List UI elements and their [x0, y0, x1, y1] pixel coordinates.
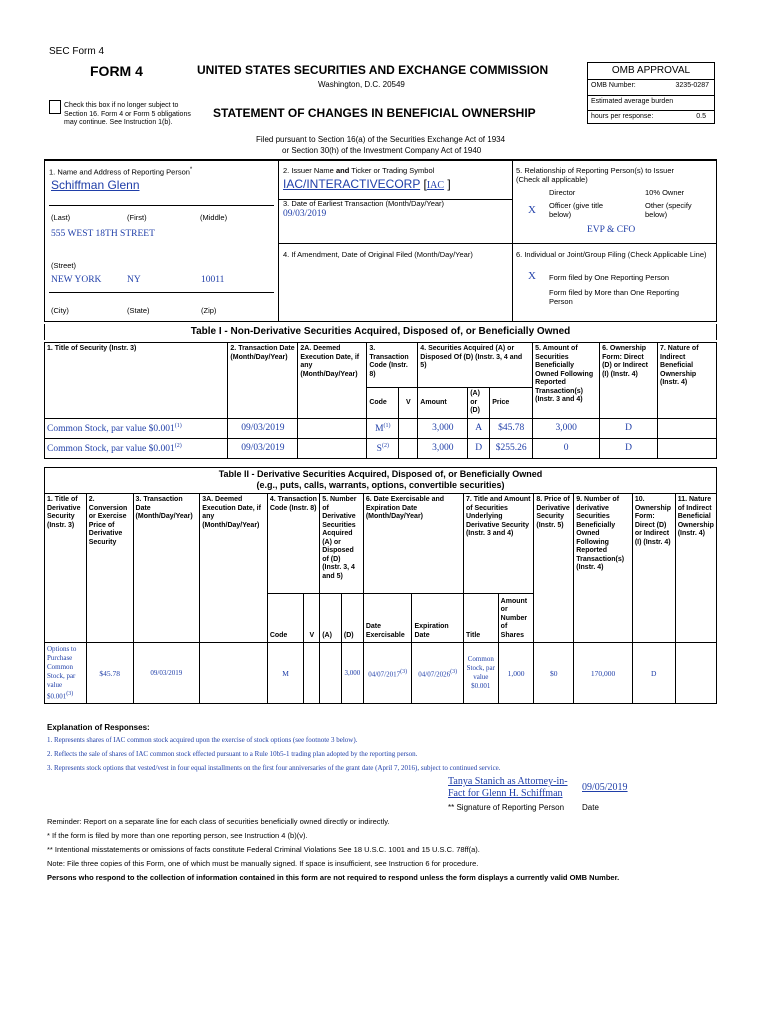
issuer-name: IAC/INTERACTIVECORP [IAC ] [283, 177, 451, 191]
t2-r0-title: Options to Purchase Common Stock, par value $0.001$^{(3)}$ [45, 643, 87, 704]
t2-sub-expiration: Expiration Date [412, 594, 463, 643]
one-person-check-mark: X [528, 270, 536, 282]
ten-pct-owner-label: 10% Owner [645, 188, 685, 197]
t1-r0-deemed [298, 419, 367, 439]
signature-label: ** Signature of Reporting Person [448, 803, 565, 812]
footnote-3: 3. Represents stock options that vested/vest in four equal installments on the first four anniversaries of the grant date (April 7, 2016), subject to continued service. [47, 764, 501, 772]
date-label: Date [582, 803, 599, 812]
footnote-2: 2. Reflects the sale of shares of IAC common stock effected pursuant to a Rule 10b5-1 trading plan adopted by the reporting person. [47, 750, 418, 758]
t2-h-date: 3. Transaction Date (Month/Day/Year) [133, 494, 200, 643]
t1-r1-title: Common Stock, par value $0.001$^{(2)}$ [45, 439, 228, 459]
t1-r0-form: D [600, 419, 658, 439]
table-row [45, 643, 717, 704]
footer-star: * If the form is filed by more than one reporting person, see Instruction 4 (b)(v). [47, 831, 308, 840]
officer-title: EVP & CFO [587, 225, 636, 235]
t2-r0-und-title: Common Stock, par value $0.001 [463, 643, 498, 704]
t2-h-deemed: 3A. Deemed Execution Date, if any (Month/Day/Year) [200, 494, 268, 643]
t2-r0-price: $45.78 [86, 643, 133, 704]
t1-h-ownership-form: 6. Ownership Form: Direct (D) or Indirect (I) (Instr. 4) [600, 343, 658, 419]
t2-r0-nature [675, 643, 716, 704]
table1-title: Table I - Non-Derivative Securities Acquired, Disposed of, or Beneficially Owned [44, 324, 717, 340]
box5-label: 5. Relationship of Reporting Person(s) to Issuer (Check all applicable) [516, 166, 674, 184]
t2-sub-exercisable: Date Exercisable [363, 594, 412, 643]
omb-hours-row [588, 111, 714, 124]
box3-label: 3. Date of Earliest Transaction (Month/Day/Year) [283, 199, 445, 208]
t1-r1-v [399, 439, 418, 459]
street-label: (Street) [51, 261, 77, 270]
filed-pursuant-line2: or Section 30(h) of the Investment Company Act of 1940 [282, 146, 482, 155]
last-label: (Last) [51, 213, 71, 222]
t1-sub-v: V [399, 388, 418, 419]
t2-h-title: 1. Title of Derivative Security (Instr. 3) [45, 494, 87, 643]
t1-r1-amount: 3,000 [418, 439, 468, 459]
street-value: 555 WEST 18TH STREET [51, 229, 155, 239]
table-row [45, 419, 717, 439]
reporting-person-name: Schiffman Glenn [51, 178, 140, 192]
t1-sub-amount: Amount [418, 388, 468, 419]
explanation-title: Explanation of Responses: [47, 723, 150, 732]
one-person-label: Form filed by One Reporting Person [549, 273, 670, 282]
t2-r0-deemed [200, 643, 268, 704]
non-derivative-table [44, 342, 717, 459]
footnote-1: 1. Represents shares of IAC common stock acquired upon the exercise of stock options (see footnote 3 below). [47, 736, 358, 744]
t2-sub-a: (A) [320, 594, 342, 643]
filed-pursuant-line1: Filed pursuant to Section 16(a) of the Securities Exchange Act of 1934 [256, 135, 506, 144]
commission-title: UNITED STATES SECURITIES AND EXCHANGE COMMISSION [197, 63, 549, 77]
t2-h-number: 5. Number of Derivative Securities Acquired (A) or Disposed of (D) (Instr. 3, 4 and 5) [320, 494, 364, 594]
t2-sub-v: V [304, 594, 320, 643]
signature-name: Tanya Stanich as Attorney-in- Fact for Glenn H. Schiffman [448, 776, 568, 799]
footer-double-star: ** Intentional misstatements or omissions of facts constitute Federal Criminal Violations See 18 U.S.C. 1001 and 15 U.S.C. 78ff(a). [47, 845, 480, 854]
t1-r1-nature [658, 439, 717, 459]
t1-r0-ad: A [468, 419, 490, 439]
t1-h-title: 1. Title of Security (Instr. 3) [45, 343, 228, 419]
t1-r0-owned: 3,000 [533, 419, 600, 439]
t1-h-securities: 4. Securities Acquired (A) or Disposed Of (D) (Instr. 3, 4 and 5) [418, 343, 533, 388]
checkbox-text: Check this box if no longer subject to Section 16. Form 4 or Form 5 obligations may continue. See Instruction 1(b). [64, 102, 191, 126]
t1-r1-code: $S^{(2)}$ [367, 439, 399, 459]
footer-reminder: Reminder: Report on a separate line for each class of securities beneficially owned directly or indirectly. [47, 817, 390, 826]
t1-h-code: 3. Transaction Code (Instr. 8) [367, 343, 418, 388]
t1-r1-ad: D [468, 439, 490, 459]
t1-r0-nature [658, 419, 717, 439]
t2-r0-d: 3,000 [341, 643, 363, 704]
t2-r0-owned: 170,000 [574, 643, 633, 704]
middle-label: (Middle) [200, 213, 228, 222]
state-label: (State) [127, 306, 150, 315]
more-persons-label: Form filed by More than One Reporting Person [549, 288, 680, 306]
t2-h-price: 8. Price of Derivative Security (Instr. 5) [534, 494, 574, 643]
omb-burden-label: Estimated average burden [588, 96, 714, 111]
t1-sub-code: Code [367, 388, 399, 419]
t2-r0-form: D [632, 643, 675, 704]
zip-value: 10011 [201, 275, 225, 285]
t2-h-form: 10. Ownership Form: Direct (D) or Indirect (I) (Instr. 4) [632, 494, 675, 643]
omb-hours: 0.5 [696, 113, 706, 120]
t2-r0-exercisable: 04/07/2017$^{(3)}$ [363, 643, 412, 704]
t1-r0-code: $M^{(1)}$ [367, 419, 399, 439]
omb-number-row [588, 80, 714, 96]
footer-persons: Persons who respond to the collection of information contained in this form are not required to respond unless the form displays a currently valid OMB Number. [47, 873, 620, 882]
table-row [45, 439, 717, 459]
t2-r0-der-price: $0 [534, 643, 574, 704]
t2-r0-code: M [267, 643, 304, 704]
state-value: NY [127, 275, 141, 285]
t1-sub-ad: (A) or (D) [468, 388, 490, 419]
director-label: Director [549, 188, 576, 197]
t2-r0-date: 09/03/2019 [133, 643, 200, 704]
box2-label: 2. Issuer Name and Ticker or Trading Symbol [283, 166, 435, 175]
t2-r0-a [320, 643, 342, 704]
t1-r1-owned: 0 [533, 439, 600, 459]
t2-h-underlying: 7. Title and Amount of Securities Underlying Derivative Security (Instr. 3 and 4) [463, 494, 533, 594]
table2-title: Table II - Derivative Securities Acquired, Disposed of, or Beneficially Owned (e.g., puts, calls, warrants, options, convertible securities) [44, 467, 717, 493]
t1-h-nature: 7. Nature of Indirect Beneficial Ownership (Instr. 4) [658, 343, 717, 419]
t1-h-amount-owned: 5. Amount of Securities Beneficially Owned Following Reported Transaction(s) (Instr. 3 and 4) [533, 343, 600, 419]
zip-label: (Zip) [201, 306, 217, 315]
t2-sub-amount: Amount or Number of Shares [498, 594, 534, 643]
footer-note: Note: File three copies of this Form, one of which must be manually signed. If space is insufficient, see Instruction 6 for procedure. [47, 859, 479, 868]
t2-sub-title: Title [463, 594, 498, 643]
omb-hours-label: hours per response: [591, 113, 654, 120]
t1-r0-v [399, 419, 418, 439]
t1-h-date: 2. Transaction Date (Month/Day/Year) [228, 343, 298, 419]
omb-number: 3235-0287 [675, 82, 709, 89]
t1-r1-price: $255.26 [490, 439, 533, 459]
t2-r0-und-amount: 1,000 [498, 643, 534, 704]
commission-city: Washington, D.C. 20549 [318, 80, 405, 89]
city-value: NEW YORK [51, 275, 102, 285]
t2-h-exercisable: 6. Date Exercisable and Expiration Date (Month/Day/Year) [363, 494, 463, 594]
t1-r1-date: 09/03/2019 [228, 439, 298, 459]
signature-date: 09/05/2019 [582, 782, 628, 793]
first-label: (First) [127, 213, 147, 222]
t2-h-owned: 9. Number of derivative Securities Beneficially Owned Following Reported Transaction(s) (Instr. 4) [574, 494, 633, 643]
box1-label: 1. Name and Address of Reporting Person* [49, 167, 193, 177]
sec-form-label: SEC Form 4 [49, 46, 105, 57]
t1-r1-form: D [600, 439, 658, 459]
city-label: (City) [51, 306, 69, 315]
t2-sub-code: Code [267, 594, 304, 643]
earliest-transaction-date: 09/03/2019 [283, 209, 327, 219]
statement-title: STATEMENT OF CHANGES IN BENEFICIAL OWNERSHIP [213, 106, 536, 120]
t2-sub-d: (D) [341, 594, 363, 643]
derivative-table [44, 493, 717, 704]
t1-h-deemed: 2A. Deemed Execution Date, if any (Month/Day/Year) [298, 343, 367, 419]
form-number: FORM 4 [90, 63, 143, 79]
t2-h-nature: 11. Nature of Indirect Beneficial Ownership (Instr. 4) [675, 494, 716, 643]
t1-r0-title: Common Stock, par value $0.001$^{(1)}$ [45, 419, 228, 439]
officer-label: Officer (give title below) [549, 201, 604, 219]
officer-check-mark: X [528, 204, 536, 216]
box4-label: 4. If Amendment, Date of Original Filed (Month/Day/Year) [283, 250, 473, 259]
omb-approval-box [587, 62, 715, 124]
t1-r0-amount: 3,000 [418, 419, 468, 439]
t2-h-conversion: 2. Conversion or Exercise Price of Derivative Security [86, 494, 133, 643]
t1-r0-price: $45.78 [490, 419, 533, 439]
omb-number-label: OMB Number: [591, 82, 636, 89]
t2-r0-v [304, 643, 320, 704]
omb-title: OMB APPROVAL [588, 63, 714, 80]
t2-h-code: 4. Transaction Code (Instr. 8) [267, 494, 319, 594]
t1-r0-date: 09/03/2019 [228, 419, 298, 439]
no-longer-subject-checkbox[interactable] [49, 100, 61, 114]
box6-label: 6. Individual or Joint/Group Filing (Check Applicable Line) [516, 250, 707, 259]
t1-r1-deemed [298, 439, 367, 459]
t1-sub-price: Price [490, 388, 533, 419]
other-label: Other (specify below) [645, 201, 692, 219]
t2-r0-expiration: 04/07/2026$^{(3)}$ [412, 643, 463, 704]
